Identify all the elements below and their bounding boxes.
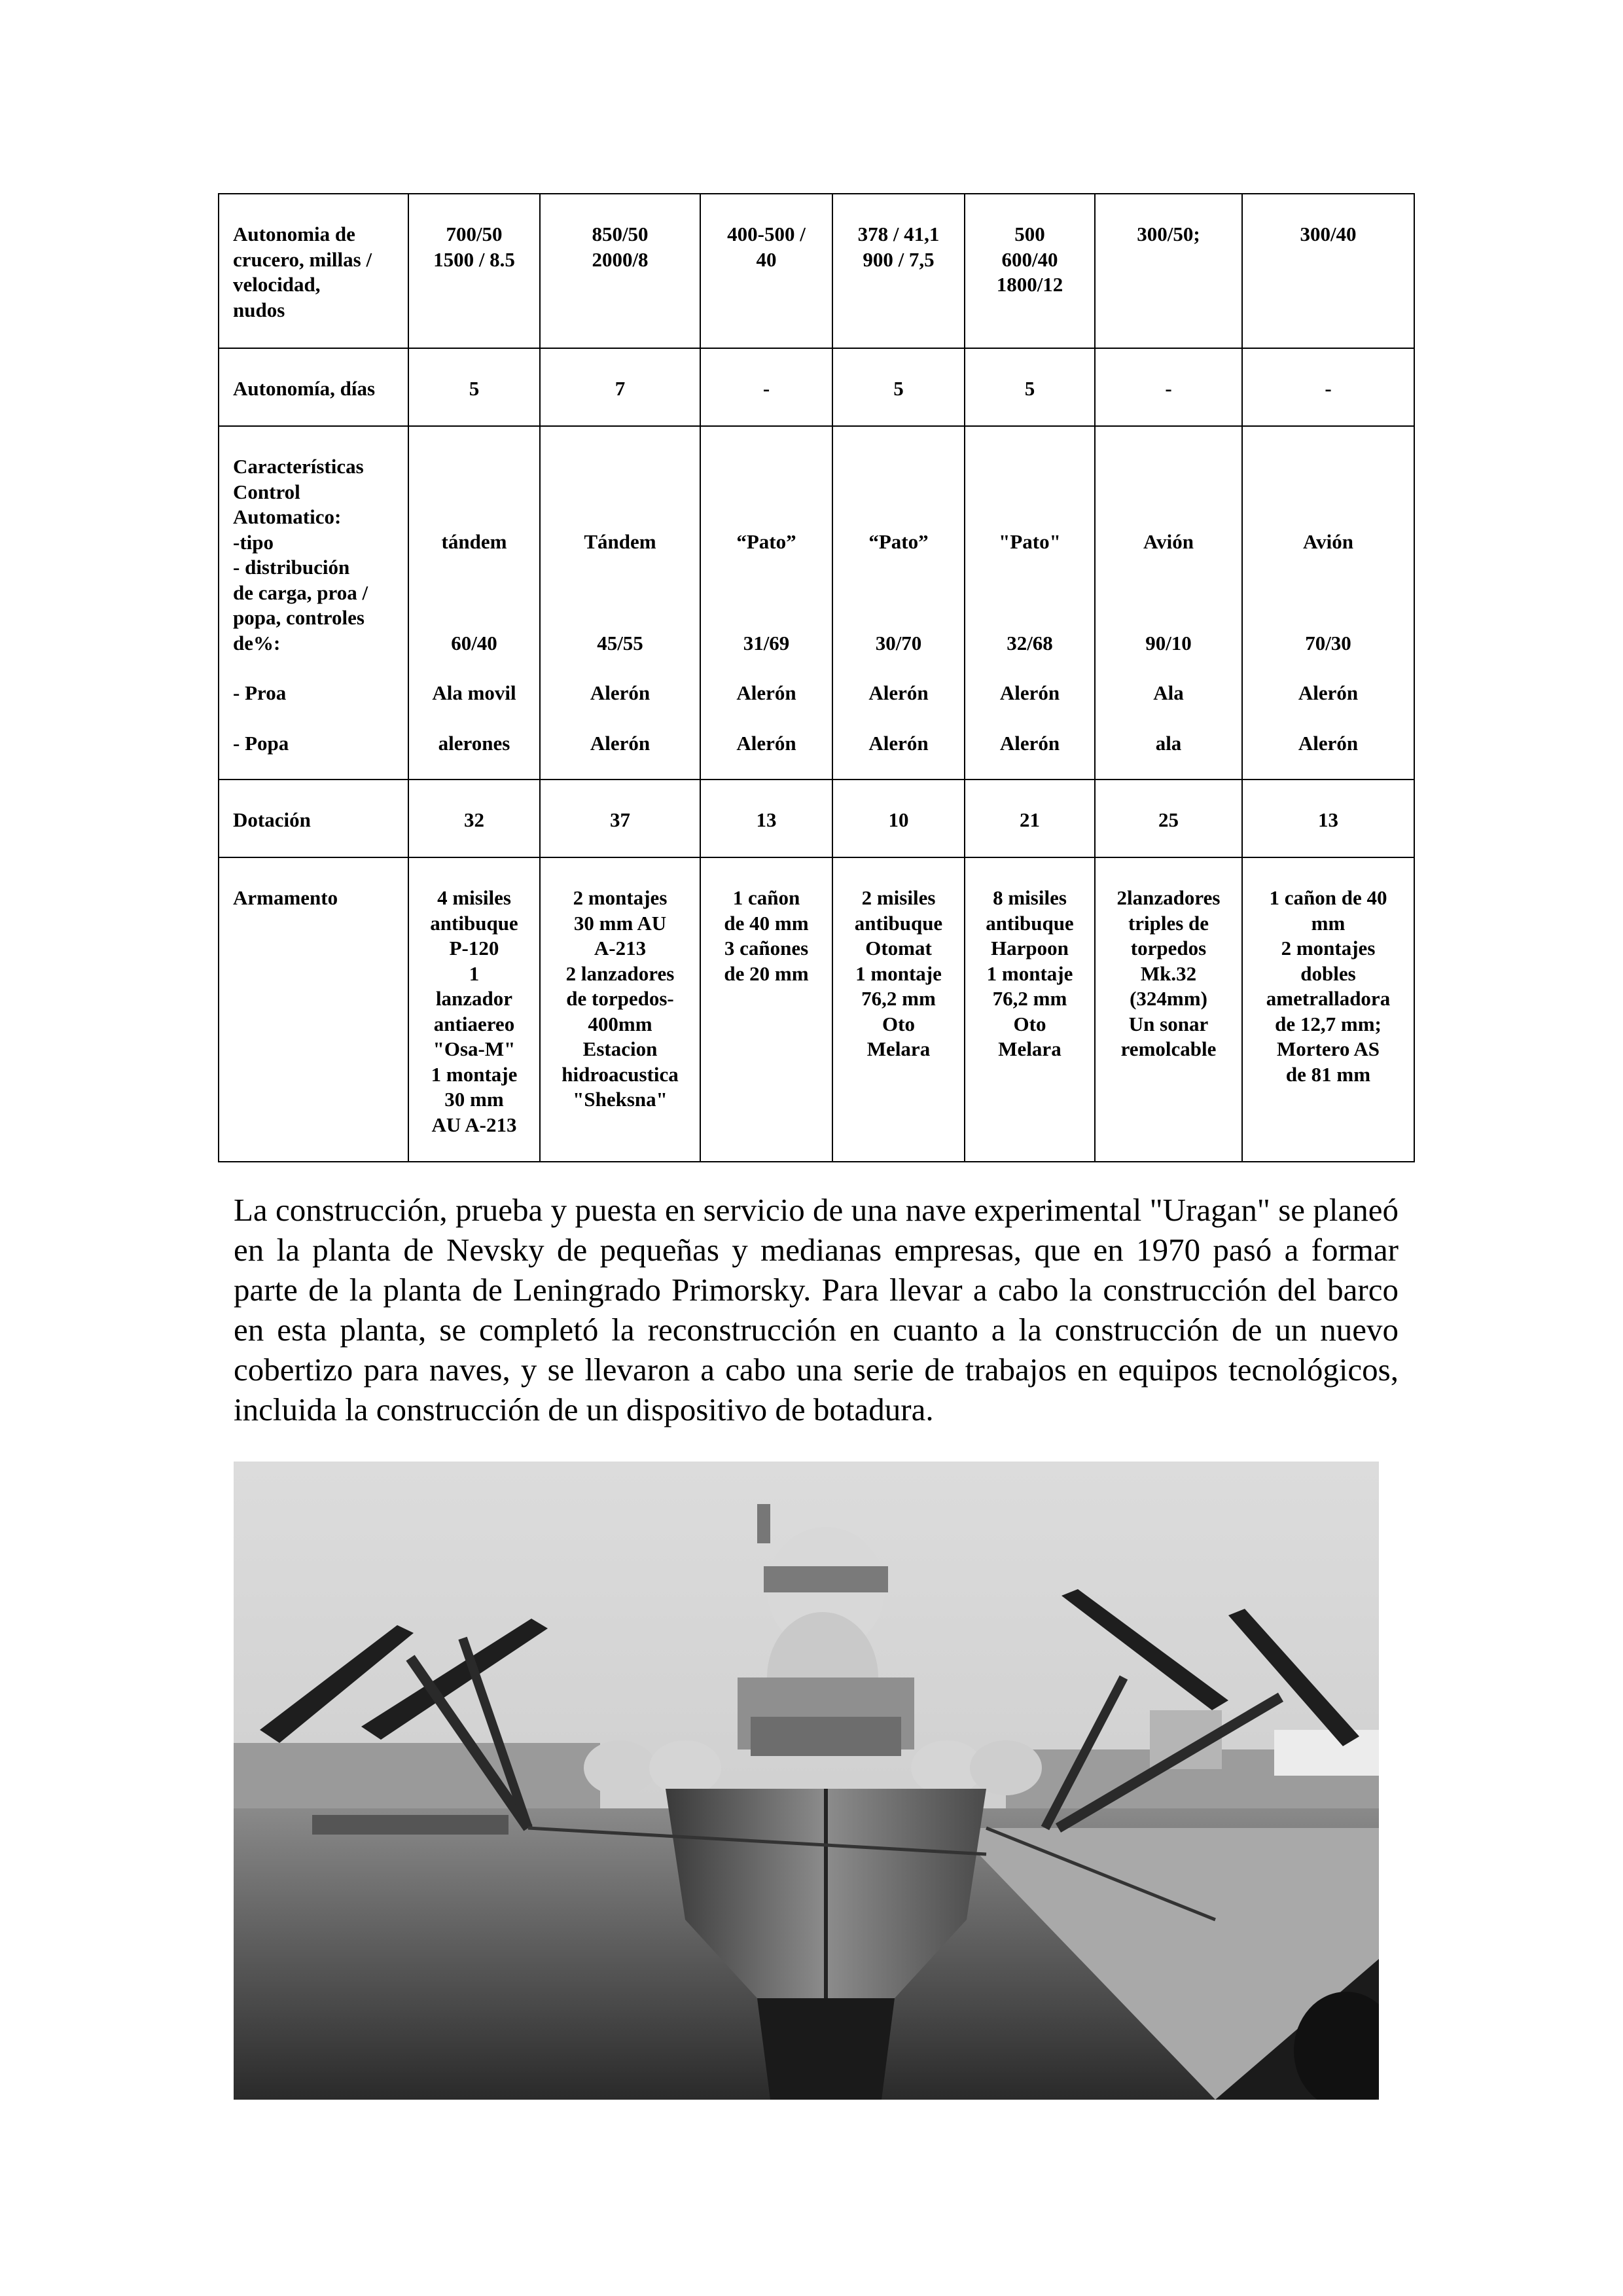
table-row-dotacion [219, 780, 1414, 857]
table-cell: 5 [965, 348, 1095, 426]
table-cell: 300/40 [1242, 194, 1414, 348]
row-label: Dotación [219, 780, 408, 857]
row-label: Autonomia de crucero, millas / velocidad, nudos [219, 194, 408, 348]
table-cell: 2 montajes 30 mm AU A-213 2 lanzadores de torpedos- 400mm Estacion hidroacustica "Sheksna" [540, 857, 700, 1162]
table-row-autonomia-crucero [219, 194, 1414, 348]
table-cell: Avión 90/10 Ala ala [1095, 426, 1242, 780]
table-cell: "Pato" 32/68 Alerón Alerón [965, 426, 1095, 780]
specifications-table [218, 193, 1415, 1162]
table-cell: “Pato” 30/70 Alerón Alerón [832, 426, 965, 780]
row-label: Características Control Automatico: -tipo - distribución de carga, proa / popa, controles de%: - Proa - Popa [219, 426, 408, 780]
table-cell: Avión 70/30 Alerón Alerón [1242, 426, 1414, 780]
table-cell: 1 cañon de 40 mm 2 montajes dobles ametralladora de 12,7 mm; Mortero AS de 81 mm [1242, 857, 1414, 1162]
table-cell: 21 [965, 780, 1095, 857]
table-cell: 850/50 2000/8 [540, 194, 700, 348]
table-cell: 10 [832, 780, 965, 857]
table-cell: 13 [700, 780, 832, 857]
table-cell: 2 misiles antibuque Otomat 1 montaje 76,2 mm Oto Melara [832, 857, 965, 1162]
row-label: Armamento [219, 857, 408, 1162]
table-cell: 5 [832, 348, 965, 426]
row-label: Autonomía, días [219, 348, 408, 426]
table-cell: 32 [408, 780, 540, 857]
table-cell: 2lanzadores triples de torpedos Mk.32 (324mm) Un sonar remolcable [1095, 857, 1242, 1162]
table-cell: 25 [1095, 780, 1242, 857]
table-cell: 7 [540, 348, 700, 426]
table-cell: 300/50; [1095, 194, 1242, 348]
table-row-autonomia-dias [219, 348, 1414, 426]
table-cell: 378 / 41,1 900 / 7,5 [832, 194, 965, 348]
table-row-caracteristicas-control [219, 426, 1414, 780]
table-cell: 400-500 / 40 [700, 194, 832, 348]
table-cell: 1 cañon de 40 mm 3 cañones de 20 mm [700, 857, 832, 1162]
table-cell: 500 600/40 1800/12 [965, 194, 1095, 348]
table-cell: 13 [1242, 780, 1414, 857]
table-cell: 8 misiles antibuque Harpoon 1 montaje 76,2 mm Oto Melara [965, 857, 1095, 1162]
ship-illustration [234, 1462, 1379, 2100]
table-row-armamento [219, 857, 1414, 1162]
table-cell: - [1242, 348, 1414, 426]
table-cell: tándem 60/40 Ala movil alerones [408, 426, 540, 780]
table-cell: 4 misiles antibuque P-120 1 lanzador antiaereo "Osa-M" 1 montaje 30 mm AU A-213 [408, 857, 540, 1162]
table-cell: 700/50 1500 / 8.5 [408, 194, 540, 348]
table-cell: 37 [540, 780, 700, 857]
table-cell: - [700, 348, 832, 426]
hydrofoil-ship-photo [234, 1462, 1379, 2100]
body-paragraph: La construcción, prueba y puesta en servicio de una nave experimental "Uragan" se planeó en la planta de Nevsky de pequeñas y medianas empresas, que en 1970 pasó a formar parte de la planta de Leningrado Primorsky. Para llevar a cabo la construcción del barco en esta planta, se completó la reconstrucción en cuanto a la construcción de un nuevo cobertizo para naves, y se llevaron a cabo una serie de trabajos en equipos tecnológicos, incluida la construcción de un dispositivo de botadura. [234, 1192, 1399, 1427]
table-cell: - [1095, 348, 1242, 426]
table-cell: Tándem 45/55 Alerón Alerón [540, 426, 700, 780]
table-cell: 5 [408, 348, 540, 426]
table-cell: “Pato” 31/69 Alerón Alerón [700, 426, 832, 780]
